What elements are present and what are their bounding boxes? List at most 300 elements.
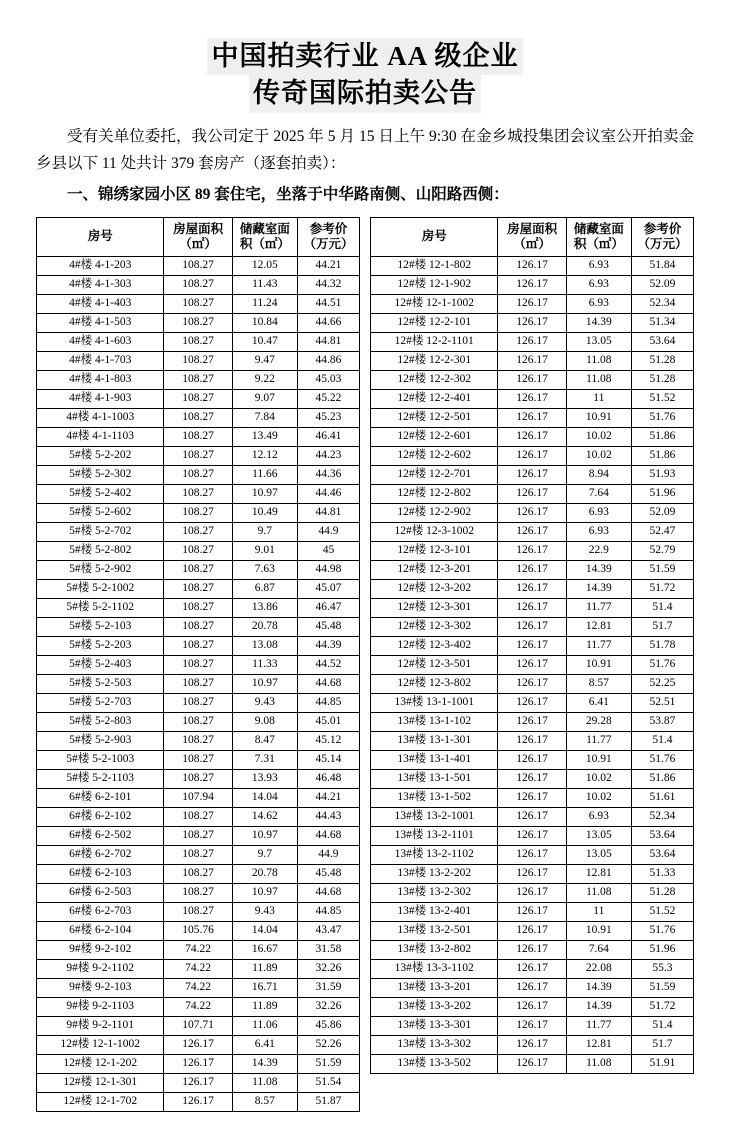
cell-reference-price: 51.96 (631, 940, 693, 959)
cell-reference-price: 44.68 (297, 674, 359, 693)
cell-storage-area: 7.64 (566, 940, 631, 959)
cell-room-no: 6#楼 6-2-104 (37, 921, 164, 940)
cell-house-area: 108.27 (164, 408, 232, 427)
cell-house-area: 108.27 (164, 883, 232, 902)
cell-reference-price: 44.85 (297, 902, 359, 921)
cell-storage-area: 9.01 (232, 541, 297, 560)
table-row (37, 332, 360, 351)
table-row (37, 883, 360, 902)
cell-storage-area: 14.39 (566, 579, 631, 598)
table-row (37, 845, 360, 864)
cell-reference-price: 31.59 (297, 978, 359, 997)
cell-storage-area: 8.57 (566, 674, 631, 693)
cell-house-area: 108.27 (164, 294, 232, 313)
cell-storage-area: 10.02 (566, 769, 631, 788)
cell-storage-area: 16.71 (232, 978, 297, 997)
cell-room-no: 12#楼 12-2-501 (371, 408, 498, 427)
table-row (371, 845, 694, 864)
cell-room-no: 4#楼 4-1-303 (37, 275, 164, 294)
table-row (37, 731, 360, 750)
table-row (37, 408, 360, 427)
cell-house-area: 108.27 (164, 332, 232, 351)
cell-storage-area: 14.39 (232, 1054, 297, 1073)
cell-house-area: 74.22 (164, 978, 232, 997)
cell-house-area: 74.22 (164, 940, 232, 959)
cell-reference-price: 44.52 (297, 655, 359, 674)
cell-house-area: 108.27 (164, 750, 232, 769)
header-storage-area: 储藏室面积（㎡） (232, 217, 297, 256)
cell-storage-area: 10.97 (232, 826, 297, 845)
cell-reference-price: 44.36 (297, 465, 359, 484)
header-room-no: 房号 (37, 217, 164, 256)
cell-room-no: 13#楼 13-1-501 (371, 769, 498, 788)
cell-storage-area: 13.05 (566, 332, 631, 351)
table-row (371, 541, 694, 560)
cell-storage-area: 11.08 (566, 351, 631, 370)
cell-room-no: 13#楼 13-3-302 (371, 1035, 498, 1054)
cell-reference-price: 52.09 (631, 503, 693, 522)
table-row (371, 1016, 694, 1035)
cell-room-no: 4#楼 4-1-603 (37, 332, 164, 351)
cell-storage-area: 11.24 (232, 294, 297, 313)
cell-house-area: 108.27 (164, 503, 232, 522)
cell-reference-price: 52.79 (631, 541, 693, 560)
cell-room-no: 13#楼 13-1-401 (371, 750, 498, 769)
cell-house-area: 126.17 (498, 997, 566, 1016)
table-row (371, 408, 694, 427)
cell-storage-area: 14.62 (232, 807, 297, 826)
cell-storage-area: 11.08 (566, 1054, 631, 1073)
cell-house-area: 126.17 (498, 655, 566, 674)
cell-storage-area: 10.91 (566, 750, 631, 769)
table-row (371, 370, 694, 389)
cell-house-area: 126.17 (498, 408, 566, 427)
cell-storage-area: 6.41 (566, 693, 631, 712)
cell-reference-price: 44.9 (297, 845, 359, 864)
table-row (371, 731, 694, 750)
cell-reference-price: 45.03 (297, 370, 359, 389)
cell-house-area: 126.17 (498, 427, 566, 446)
header-room-no: 房号 (371, 217, 498, 256)
cell-storage-area: 10.02 (566, 427, 631, 446)
cell-storage-area: 22.9 (566, 541, 631, 560)
cell-house-area: 126.17 (498, 788, 566, 807)
cell-room-no: 12#楼 12-2-302 (371, 370, 498, 389)
cell-house-area: 108.27 (164, 864, 232, 883)
cell-house-area: 108.27 (164, 560, 232, 579)
table-row (37, 712, 360, 731)
table-row (371, 997, 694, 1016)
cell-house-area: 108.27 (164, 579, 232, 598)
cell-reference-price: 51.76 (631, 408, 693, 427)
table-row (37, 997, 360, 1016)
left-table-wrapper (36, 217, 360, 1112)
table-row (37, 541, 360, 560)
table-row (37, 389, 360, 408)
cell-reference-price: 44.98 (297, 560, 359, 579)
cell-room-no: 5#楼 5-2-802 (37, 541, 164, 560)
cell-house-area: 126.17 (498, 256, 566, 275)
cell-reference-price: 44.85 (297, 693, 359, 712)
cell-house-area: 108.27 (164, 902, 232, 921)
cell-storage-area: 6.93 (566, 503, 631, 522)
cell-house-area: 126.17 (498, 769, 566, 788)
cell-house-area: 126.17 (498, 332, 566, 351)
cell-room-no: 5#楼 5-2-903 (37, 731, 164, 750)
cell-storage-area: 10.02 (566, 446, 631, 465)
cell-storage-area: 14.04 (232, 788, 297, 807)
table-row (371, 636, 694, 655)
cell-house-area: 108.27 (164, 427, 232, 446)
cell-room-no: 5#楼 5-2-403 (37, 655, 164, 674)
cell-storage-area: 11.08 (566, 370, 631, 389)
table-row (37, 921, 360, 940)
cell-room-no: 9#楼 9-2-103 (37, 978, 164, 997)
table-row (37, 370, 360, 389)
cell-room-no: 12#楼 12-1-1002 (37, 1035, 164, 1054)
cell-storage-area: 9.07 (232, 389, 297, 408)
cell-storage-area: 11.33 (232, 655, 297, 674)
cell-room-no: 4#楼 4-1-1103 (37, 427, 164, 446)
cell-reference-price: 44.68 (297, 826, 359, 845)
table-row (371, 275, 694, 294)
header-house-area: 房屋面积（㎡） (164, 217, 232, 256)
cell-reference-price: 45.12 (297, 731, 359, 750)
cell-storage-area: 11 (566, 902, 631, 921)
cell-house-area: 126.17 (498, 579, 566, 598)
cell-reference-price: 55.3 (631, 959, 693, 978)
cell-storage-area: 14.39 (566, 978, 631, 997)
cell-house-area: 126.17 (498, 389, 566, 408)
cell-room-no: 6#楼 6-2-103 (37, 864, 164, 883)
table-row (371, 807, 694, 826)
table-row (371, 579, 694, 598)
cell-house-area: 126.17 (498, 1035, 566, 1054)
header-storage-area: 储藏室面积（㎡） (566, 217, 631, 256)
table-row (371, 674, 694, 693)
cell-room-no: 12#楼 12-1-301 (37, 1073, 164, 1092)
cell-reference-price: 44.81 (297, 332, 359, 351)
cell-reference-price: 53.64 (631, 826, 693, 845)
table-row (371, 940, 694, 959)
cell-reference-price: 51.78 (631, 636, 693, 655)
cell-reference-price: 51.4 (631, 1016, 693, 1035)
table-row (37, 940, 360, 959)
cell-house-area: 126.17 (498, 959, 566, 978)
cell-room-no: 13#楼 13-2-1001 (371, 807, 498, 826)
cell-reference-price: 46.47 (297, 598, 359, 617)
table-row (37, 294, 360, 313)
cell-storage-area: 9.43 (232, 902, 297, 921)
cell-room-no: 6#楼 6-2-102 (37, 807, 164, 826)
cell-reference-price: 44.32 (297, 275, 359, 294)
table-row (37, 1016, 360, 1035)
cell-reference-price: 51.93 (631, 465, 693, 484)
cell-room-no: 12#楼 12-1-202 (37, 1054, 164, 1073)
cell-room-no: 4#楼 4-1-703 (37, 351, 164, 370)
cell-house-area: 126.17 (498, 731, 566, 750)
cell-house-area: 108.27 (164, 370, 232, 389)
table-row (37, 598, 360, 617)
cell-room-no: 13#楼 13-2-501 (371, 921, 498, 940)
cell-house-area: 126.17 (498, 807, 566, 826)
cell-storage-area: 16.67 (232, 940, 297, 959)
cell-storage-area: 12.81 (566, 617, 631, 636)
cell-storage-area: 13.86 (232, 598, 297, 617)
cell-reference-price: 53.87 (631, 712, 693, 731)
cell-storage-area: 11 (566, 389, 631, 408)
cell-room-no: 12#楼 12-2-902 (371, 503, 498, 522)
cell-reference-price: 51.7 (631, 617, 693, 636)
cell-storage-area: 14.04 (232, 921, 297, 940)
table-row (37, 788, 360, 807)
cell-room-no: 5#楼 5-2-402 (37, 484, 164, 503)
cell-reference-price: 32.26 (297, 997, 359, 1016)
table-row (371, 788, 694, 807)
cell-storage-area: 10.91 (566, 921, 631, 940)
cell-storage-area: 9.7 (232, 522, 297, 541)
cell-house-area: 126.17 (498, 674, 566, 693)
cell-room-no: 13#楼 13-1-102 (371, 712, 498, 731)
table-row (371, 522, 694, 541)
table-row (371, 750, 694, 769)
cell-reference-price: 45.22 (297, 389, 359, 408)
cell-house-area: 126.17 (164, 1092, 232, 1111)
cell-reference-price: 51.72 (631, 579, 693, 598)
cell-storage-area: 13.05 (566, 826, 631, 845)
cell-reference-price: 51.28 (631, 351, 693, 370)
cell-house-area: 126.17 (498, 275, 566, 294)
cell-storage-area: 20.78 (232, 864, 297, 883)
cell-storage-area: 6.93 (566, 807, 631, 826)
cell-storage-area: 12.05 (232, 256, 297, 275)
table-row (371, 313, 694, 332)
cell-house-area: 108.27 (164, 845, 232, 864)
table-row (37, 522, 360, 541)
cell-house-area: 126.17 (498, 750, 566, 769)
cell-room-no: 12#楼 12-3-301 (371, 598, 498, 617)
cell-room-no: 6#楼 6-2-703 (37, 902, 164, 921)
cell-room-no: 9#楼 9-2-102 (37, 940, 164, 959)
cell-house-area: 126.17 (498, 617, 566, 636)
cell-house-area: 107.71 (164, 1016, 232, 1035)
cell-room-no: 12#楼 12-2-701 (371, 465, 498, 484)
cell-storage-area: 11.89 (232, 997, 297, 1016)
cell-room-no: 9#楼 9-2-1103 (37, 997, 164, 1016)
cell-reference-price: 52.26 (297, 1035, 359, 1054)
cell-room-no: 13#楼 13-1-502 (371, 788, 498, 807)
table-header-row (37, 217, 360, 256)
cell-room-no: 6#楼 6-2-503 (37, 883, 164, 902)
cell-house-area: 126.17 (498, 693, 566, 712)
table-row (371, 712, 694, 731)
cell-reference-price: 53.64 (631, 332, 693, 351)
cell-room-no: 13#楼 13-1-1001 (371, 693, 498, 712)
table-row (371, 921, 694, 940)
cell-house-area: 105.76 (164, 921, 232, 940)
cell-house-area: 108.27 (164, 389, 232, 408)
cell-storage-area: 10.91 (566, 655, 631, 674)
cell-reference-price: 45.23 (297, 408, 359, 427)
cell-reference-price: 52.25 (631, 674, 693, 693)
cell-house-area: 126.17 (498, 294, 566, 313)
cell-house-area: 126.17 (498, 921, 566, 940)
table-row (37, 617, 360, 636)
cell-room-no: 12#楼 12-2-1101 (371, 332, 498, 351)
cell-storage-area: 9.47 (232, 351, 297, 370)
cell-house-area: 126.17 (164, 1073, 232, 1092)
cell-house-area: 126.17 (498, 636, 566, 655)
cell-house-area: 108.27 (164, 541, 232, 560)
table-row (37, 465, 360, 484)
cell-reference-price: 44.68 (297, 883, 359, 902)
cell-reference-price: 31.58 (297, 940, 359, 959)
table-row (37, 256, 360, 275)
cell-storage-area: 13.05 (566, 845, 631, 864)
cell-house-area: 108.27 (164, 617, 232, 636)
cell-storage-area: 13.93 (232, 769, 297, 788)
cell-reference-price: 44.9 (297, 522, 359, 541)
cell-storage-area: 11.08 (566, 883, 631, 902)
cell-house-area: 108.27 (164, 769, 232, 788)
cell-room-no: 6#楼 6-2-702 (37, 845, 164, 864)
table-row (371, 256, 694, 275)
cell-house-area: 126.17 (498, 484, 566, 503)
cell-house-area: 126.17 (498, 845, 566, 864)
cell-room-no: 5#楼 5-2-1102 (37, 598, 164, 617)
cell-house-area: 108.27 (164, 712, 232, 731)
table-row (37, 446, 360, 465)
cell-room-no: 13#楼 13-2-1102 (371, 845, 498, 864)
cell-reference-price: 51.96 (631, 484, 693, 503)
cell-room-no: 12#楼 12-3-201 (371, 560, 498, 579)
cell-room-no: 4#楼 4-1-903 (37, 389, 164, 408)
section-heading-1: 一、锦绣家园小区 89 套住宅，坐落于中华路南侧、山阳路西侧： (67, 185, 509, 203)
cell-room-no: 12#楼 12-1-1002 (371, 294, 498, 313)
table-row (37, 1092, 360, 1111)
table-row (371, 978, 694, 997)
cell-house-area: 108.27 (164, 636, 232, 655)
cell-reference-price: 46.48 (297, 769, 359, 788)
cell-reference-price: 51.87 (297, 1092, 359, 1111)
cell-reference-price: 51.59 (631, 978, 693, 997)
cell-house-area: 126.17 (498, 826, 566, 845)
cell-storage-area: 14.39 (566, 313, 631, 332)
table-row (37, 484, 360, 503)
cell-house-area: 126.17 (498, 902, 566, 921)
cell-storage-area: 9.7 (232, 845, 297, 864)
table-header-row (371, 217, 694, 256)
cell-room-no: 13#楼 13-2-302 (371, 883, 498, 902)
cell-storage-area: 11.77 (566, 1016, 631, 1035)
title-line-1: 中国拍卖行业 AA 级企业 (207, 38, 522, 75)
table-row (371, 351, 694, 370)
cell-reference-price: 53.64 (631, 845, 693, 864)
cell-house-area: 126.17 (498, 522, 566, 541)
right-table-body (371, 256, 694, 1073)
table-row (37, 655, 360, 674)
table-row (37, 503, 360, 522)
cell-storage-area: 10.91 (566, 408, 631, 427)
cell-room-no: 9#楼 9-2-1102 (37, 959, 164, 978)
cell-reference-price: 51.34 (631, 313, 693, 332)
cell-storage-area: 11.08 (232, 1073, 297, 1092)
cell-room-no: 12#楼 12-2-601 (371, 427, 498, 446)
cell-storage-area: 6.87 (232, 579, 297, 598)
cell-storage-area: 10.97 (232, 674, 297, 693)
cell-reference-price: 44.23 (297, 446, 359, 465)
cell-room-no: 12#楼 12-3-101 (371, 541, 498, 560)
cell-house-area: 126.17 (498, 503, 566, 522)
cell-house-area: 108.27 (164, 522, 232, 541)
cell-room-no: 4#楼 4-1-803 (37, 370, 164, 389)
table-row (371, 560, 694, 579)
cell-storage-area: 7.84 (232, 408, 297, 427)
cell-reference-price: 51.28 (631, 883, 693, 902)
cell-house-area: 108.27 (164, 731, 232, 750)
cell-storage-area: 8.47 (232, 731, 297, 750)
table-row (371, 484, 694, 503)
cell-house-area: 126.17 (498, 864, 566, 883)
cell-house-area: 108.27 (164, 655, 232, 674)
table-row (371, 826, 694, 845)
cell-reference-price: 51.76 (631, 921, 693, 940)
cell-room-no: 13#楼 13-2-401 (371, 902, 498, 921)
table-row (37, 674, 360, 693)
cell-house-area: 126.17 (498, 351, 566, 370)
header-reference-price: 参考价（万元） (631, 217, 693, 256)
cell-storage-area: 11.77 (566, 598, 631, 617)
table-row (371, 693, 694, 712)
cell-reference-price: 51.33 (631, 864, 693, 883)
table-row (371, 655, 694, 674)
cell-room-no: 13#楼 13-1-301 (371, 731, 498, 750)
cell-storage-area: 11.77 (566, 636, 631, 655)
cell-room-no: 5#楼 5-2-602 (37, 503, 164, 522)
cell-reference-price: 51.91 (631, 1054, 693, 1073)
cell-house-area: 74.22 (164, 997, 232, 1016)
cell-reference-price: 52.47 (631, 522, 693, 541)
cell-reference-price: 46.41 (297, 427, 359, 446)
table-row (37, 1073, 360, 1092)
cell-room-no: 5#楼 5-2-703 (37, 693, 164, 712)
cell-room-no: 13#楼 13-2-202 (371, 864, 498, 883)
title-line-2: 传奇国际拍卖公告 (249, 75, 481, 112)
table-row (371, 294, 694, 313)
cell-room-no: 12#楼 12-3-402 (371, 636, 498, 655)
table-row (37, 579, 360, 598)
cell-storage-area: 12.81 (566, 1035, 631, 1054)
cell-house-area: 126.17 (498, 883, 566, 902)
table-row (371, 465, 694, 484)
cell-storage-area: 8.57 (232, 1092, 297, 1111)
table-row (371, 769, 694, 788)
cell-room-no: 6#楼 6-2-101 (37, 788, 164, 807)
cell-room-no: 5#楼 5-2-1003 (37, 750, 164, 769)
cell-storage-area: 10.47 (232, 332, 297, 351)
table-row (371, 959, 694, 978)
cell-reference-price: 51.86 (631, 446, 693, 465)
cell-house-area: 108.27 (164, 313, 232, 332)
cell-house-area: 126.17 (498, 541, 566, 560)
cell-storage-area: 22.08 (566, 959, 631, 978)
table-row (37, 427, 360, 446)
cell-room-no: 5#楼 5-2-702 (37, 522, 164, 541)
cell-room-no: 5#楼 5-2-503 (37, 674, 164, 693)
cell-house-area: 126.17 (164, 1054, 232, 1073)
cell-room-no: 13#楼 13-3-202 (371, 997, 498, 1016)
cell-storage-area: 7.31 (232, 750, 297, 769)
